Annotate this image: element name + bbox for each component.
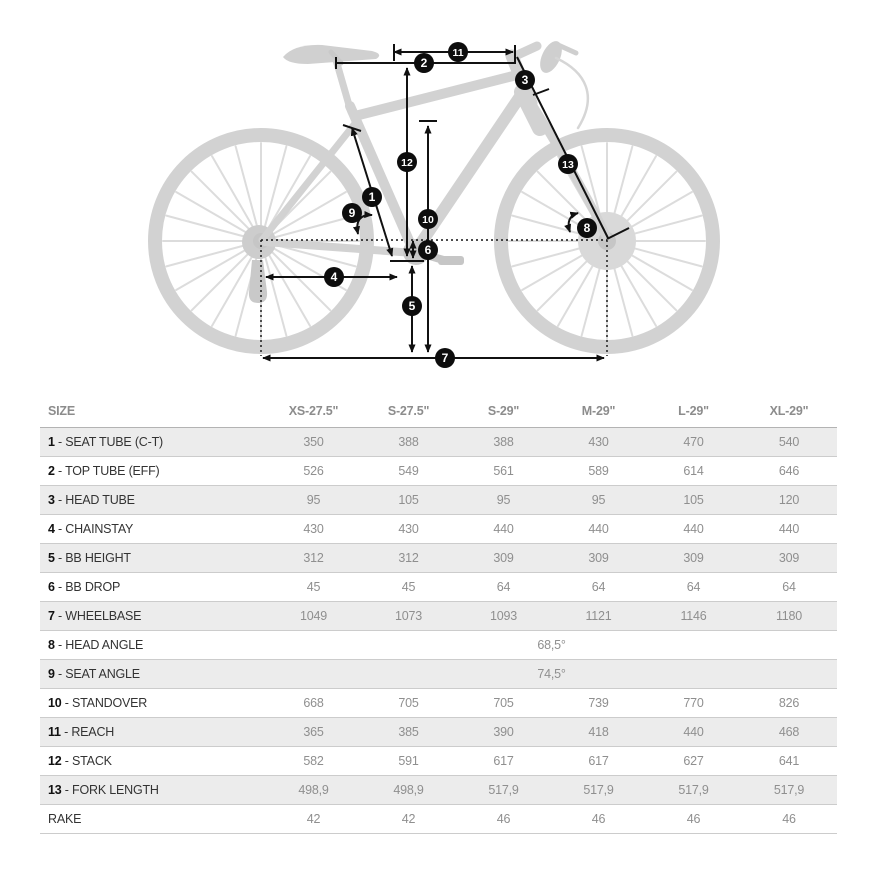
bike-geometry-diagram [0, 0, 873, 392]
spoke [270, 250, 330, 310]
row-label-text: CHAINSTAY [65, 522, 134, 536]
dimension-marker-label: 11 [452, 47, 464, 59]
value-cell: 309 [778, 551, 800, 565]
value-cell: 440 [778, 522, 800, 536]
pedal [438, 256, 464, 265]
dimension-marker-1 [362, 187, 382, 207]
row-label: 1 - SEAT TUBE (C-T) [48, 435, 163, 449]
row-label-text: STACK [72, 754, 112, 768]
table-header-row [40, 394, 837, 428]
value-cell: 388 [398, 435, 419, 449]
dimension-marker-8 [577, 218, 597, 238]
dimension-marker-label: 7 [441, 351, 449, 365]
value-cell: 64 [496, 580, 511, 594]
value-cell: 105 [683, 493, 704, 507]
dimension-marker-2 [414, 53, 434, 73]
dimension-marker-label: 8 [583, 221, 591, 235]
value-cell: 589 [588, 464, 609, 478]
chainstay-tube [265, 242, 414, 253]
row-label: 7 - WHEELBASE [48, 609, 142, 623]
row-label-text: BB HEIGHT [65, 551, 131, 565]
dimension-marker-label: 1 [368, 190, 376, 204]
value-cell: 517,9 [583, 783, 614, 797]
row-label: 4 - CHAINSTAY [48, 522, 134, 536]
table-row [40, 544, 837, 573]
value-cell: 617 [588, 754, 609, 768]
row-label: 13 - FORK LENGTH [48, 783, 159, 797]
value-cell: 120 [778, 493, 800, 507]
row-label: 5 - BB HEIGHT [48, 551, 131, 565]
row-label: 6 - BB DROP [48, 580, 121, 594]
table-row [40, 660, 837, 689]
value-cell: 64 [686, 580, 701, 594]
value-cell: 591 [398, 754, 419, 768]
spoke [192, 250, 252, 310]
value-cell: 1049 [299, 609, 327, 623]
row-label [40, 805, 266, 834]
value-cell: 440 [493, 522, 514, 536]
value-cell: 430 [303, 522, 324, 536]
row-number: 1 [48, 435, 55, 449]
column-header-size-3: S-29" [487, 403, 520, 418]
value-cell: 582 [303, 754, 324, 768]
value-cell: 646 [778, 464, 800, 478]
table-row [40, 718, 837, 747]
row-number: 13 [48, 783, 62, 797]
row-number: 8 [48, 638, 55, 652]
value-cell: 309 [493, 551, 514, 565]
row-number: 3 [48, 493, 55, 507]
row-label-text: HEAD TUBE [65, 493, 135, 507]
dimension-marker-label: 12 [401, 157, 413, 169]
value-cell: 1180 [775, 609, 803, 623]
value-cell: 95 [496, 493, 511, 507]
column-header-size-4: M-29" [581, 403, 616, 418]
value-cell: 390 [493, 725, 514, 739]
value-cell: 309 [588, 551, 609, 565]
row-number: 4 [48, 522, 55, 536]
value-cell: 641 [778, 754, 800, 768]
value-cell: 468 [778, 725, 800, 739]
value-cell: 64 [782, 580, 796, 594]
row-number: 5 [48, 551, 55, 565]
value-cell: 739 [588, 696, 609, 710]
row-number: 9 [48, 667, 55, 681]
table-row [40, 573, 837, 602]
row-label: 12 - STACK [48, 754, 112, 768]
row-label-text: SEAT ANGLE [65, 667, 140, 681]
table-row [40, 486, 837, 515]
table-row [40, 689, 837, 718]
value-cell: 549 [398, 464, 419, 478]
dimension-marker-5 [402, 296, 422, 316]
geometry-table [40, 394, 837, 834]
value-cell: 388 [493, 435, 514, 449]
value-cell: 440 [683, 725, 704, 739]
value-cell: 64 [591, 580, 606, 594]
value-cell: 1073 [394, 609, 422, 623]
value-cell: 46 [591, 812, 606, 826]
value-cell: 105 [398, 493, 419, 507]
table-row [40, 747, 837, 776]
value-cell: 95 [591, 493, 606, 507]
value-cell: 418 [588, 725, 609, 739]
table-row [40, 805, 837, 834]
value-cell: 617 [493, 754, 514, 768]
value-cell: 627 [683, 754, 704, 768]
value-cell: 498,9 [393, 783, 424, 797]
value-cell: 430 [398, 522, 419, 536]
table-row [40, 631, 837, 660]
value-cell: 42 [401, 812, 416, 826]
value-cell: 46 [782, 812, 796, 826]
value-cell: 312 [398, 551, 419, 565]
value-cell: 440 [588, 522, 609, 536]
bike-silhouette [155, 38, 713, 347]
dimension-marker-6 [418, 240, 438, 260]
stem [513, 46, 537, 57]
dimension-marker-label: 2 [420, 56, 428, 70]
dimension-marker-label: 4 [330, 270, 338, 284]
value-cell: 517,9 [678, 783, 709, 797]
value-cell: 826 [778, 696, 800, 710]
value-cell: 350 [303, 435, 324, 449]
value-cell: 517,9 [488, 783, 519, 797]
value-cell: 385 [398, 725, 419, 739]
value-cell: 498,9 [298, 783, 329, 797]
table-row [40, 776, 837, 805]
table-row [40, 602, 837, 631]
value-cell: 705 [493, 696, 514, 710]
value-cell: 430 [588, 435, 609, 449]
row-label-text: FORK LENGTH [72, 783, 159, 797]
row-label: 11 - REACH [48, 725, 115, 739]
dimension-marker-label: 3 [521, 73, 529, 87]
column-header-size-6: XL-29" [769, 403, 809, 418]
row-label-text: SEAT TUBE (C-T) [65, 435, 163, 449]
value-cell: 668 [303, 696, 324, 710]
value-cell: 526 [303, 464, 324, 478]
value-cell: 45 [306, 580, 321, 594]
row-label-text: HEAD ANGLE [65, 638, 144, 652]
value-cell: 440 [683, 522, 704, 536]
row-number: 12 [48, 754, 62, 768]
rear-derailleur [249, 260, 267, 303]
value-cell: 45 [401, 580, 416, 594]
value-cell: 540 [778, 435, 800, 449]
dimension-marker-11 [448, 42, 468, 62]
row-label: 10 - STANDOVER [48, 696, 148, 710]
table-row [40, 515, 837, 544]
dimension-marker-13 [558, 154, 578, 174]
row-number: 7 [48, 609, 55, 623]
dimension-marker-label: 13 [562, 159, 574, 171]
row-number: 2 [48, 464, 55, 478]
dimension-marker-4 [324, 267, 344, 287]
value-cell: 42 [306, 812, 321, 826]
row-number: 11 [48, 725, 61, 739]
value-cell: 1121 [585, 609, 612, 623]
dimension-marker-3 [515, 70, 535, 90]
row-label: 9 - SEAT ANGLE [48, 667, 140, 681]
row-label-text: RAKE [48, 812, 82, 826]
dimension-marker-label: 9 [348, 206, 356, 220]
row-label: 8 - HEAD ANGLE [48, 638, 144, 652]
row-label-text: STANDOVER [72, 696, 148, 710]
value-cell: 46 [686, 812, 701, 826]
row-label-text: BB DROP [65, 580, 121, 594]
row-label-text: WHEELBASE [65, 609, 142, 623]
table-row [40, 457, 837, 486]
dimension-marker-12 [397, 152, 417, 172]
value-cell: 46 [496, 812, 511, 826]
dimension-marker-label: 5 [408, 299, 416, 313]
table-row [40, 428, 837, 457]
row-label-text: REACH [71, 725, 115, 739]
value-cell: 705 [398, 696, 419, 710]
column-header-size-1: XS-27.5" [288, 403, 339, 418]
column-header-size: SIZE [48, 403, 75, 418]
value-cell: 312 [303, 551, 324, 565]
merged-value-cell: 68,5° [537, 638, 566, 652]
dimension-marker-7 [435, 348, 455, 368]
value-cell: 561 [493, 464, 514, 478]
row-number: 10 [48, 696, 62, 710]
value-cell: 1146 [680, 609, 707, 623]
value-cell: 614 [683, 464, 704, 478]
value-cell: 309 [683, 551, 704, 565]
value-cell: 1093 [489, 609, 517, 623]
column-header-size-2: S-27.5" [387, 403, 430, 418]
dimension-marker-10 [418, 209, 438, 229]
dimension-marker-label: 6 [424, 243, 432, 257]
spoke [192, 172, 252, 232]
brake-cable [556, 58, 588, 128]
dimension-marker-9 [342, 203, 362, 223]
row-number: 6 [48, 580, 55, 594]
value-cell: 517,9 [773, 783, 805, 797]
value-cell: 470 [683, 435, 704, 449]
value-cell: 95 [306, 493, 321, 507]
column-header-size-5: L-29" [678, 403, 709, 418]
value-cell: 770 [683, 696, 704, 710]
dimension-marker-label: 10 [422, 214, 434, 226]
seatpost [336, 60, 351, 112]
row-label: 2 - TOP TUBE (EFF) [48, 464, 160, 478]
row-label-text: TOP TUBE (EFF) [65, 464, 160, 478]
row-label: 3 - HEAD TUBE [48, 493, 135, 507]
value-cell: 365 [303, 725, 324, 739]
merged-value-cell: 74,5° [537, 667, 566, 681]
top-tube [355, 76, 513, 116]
